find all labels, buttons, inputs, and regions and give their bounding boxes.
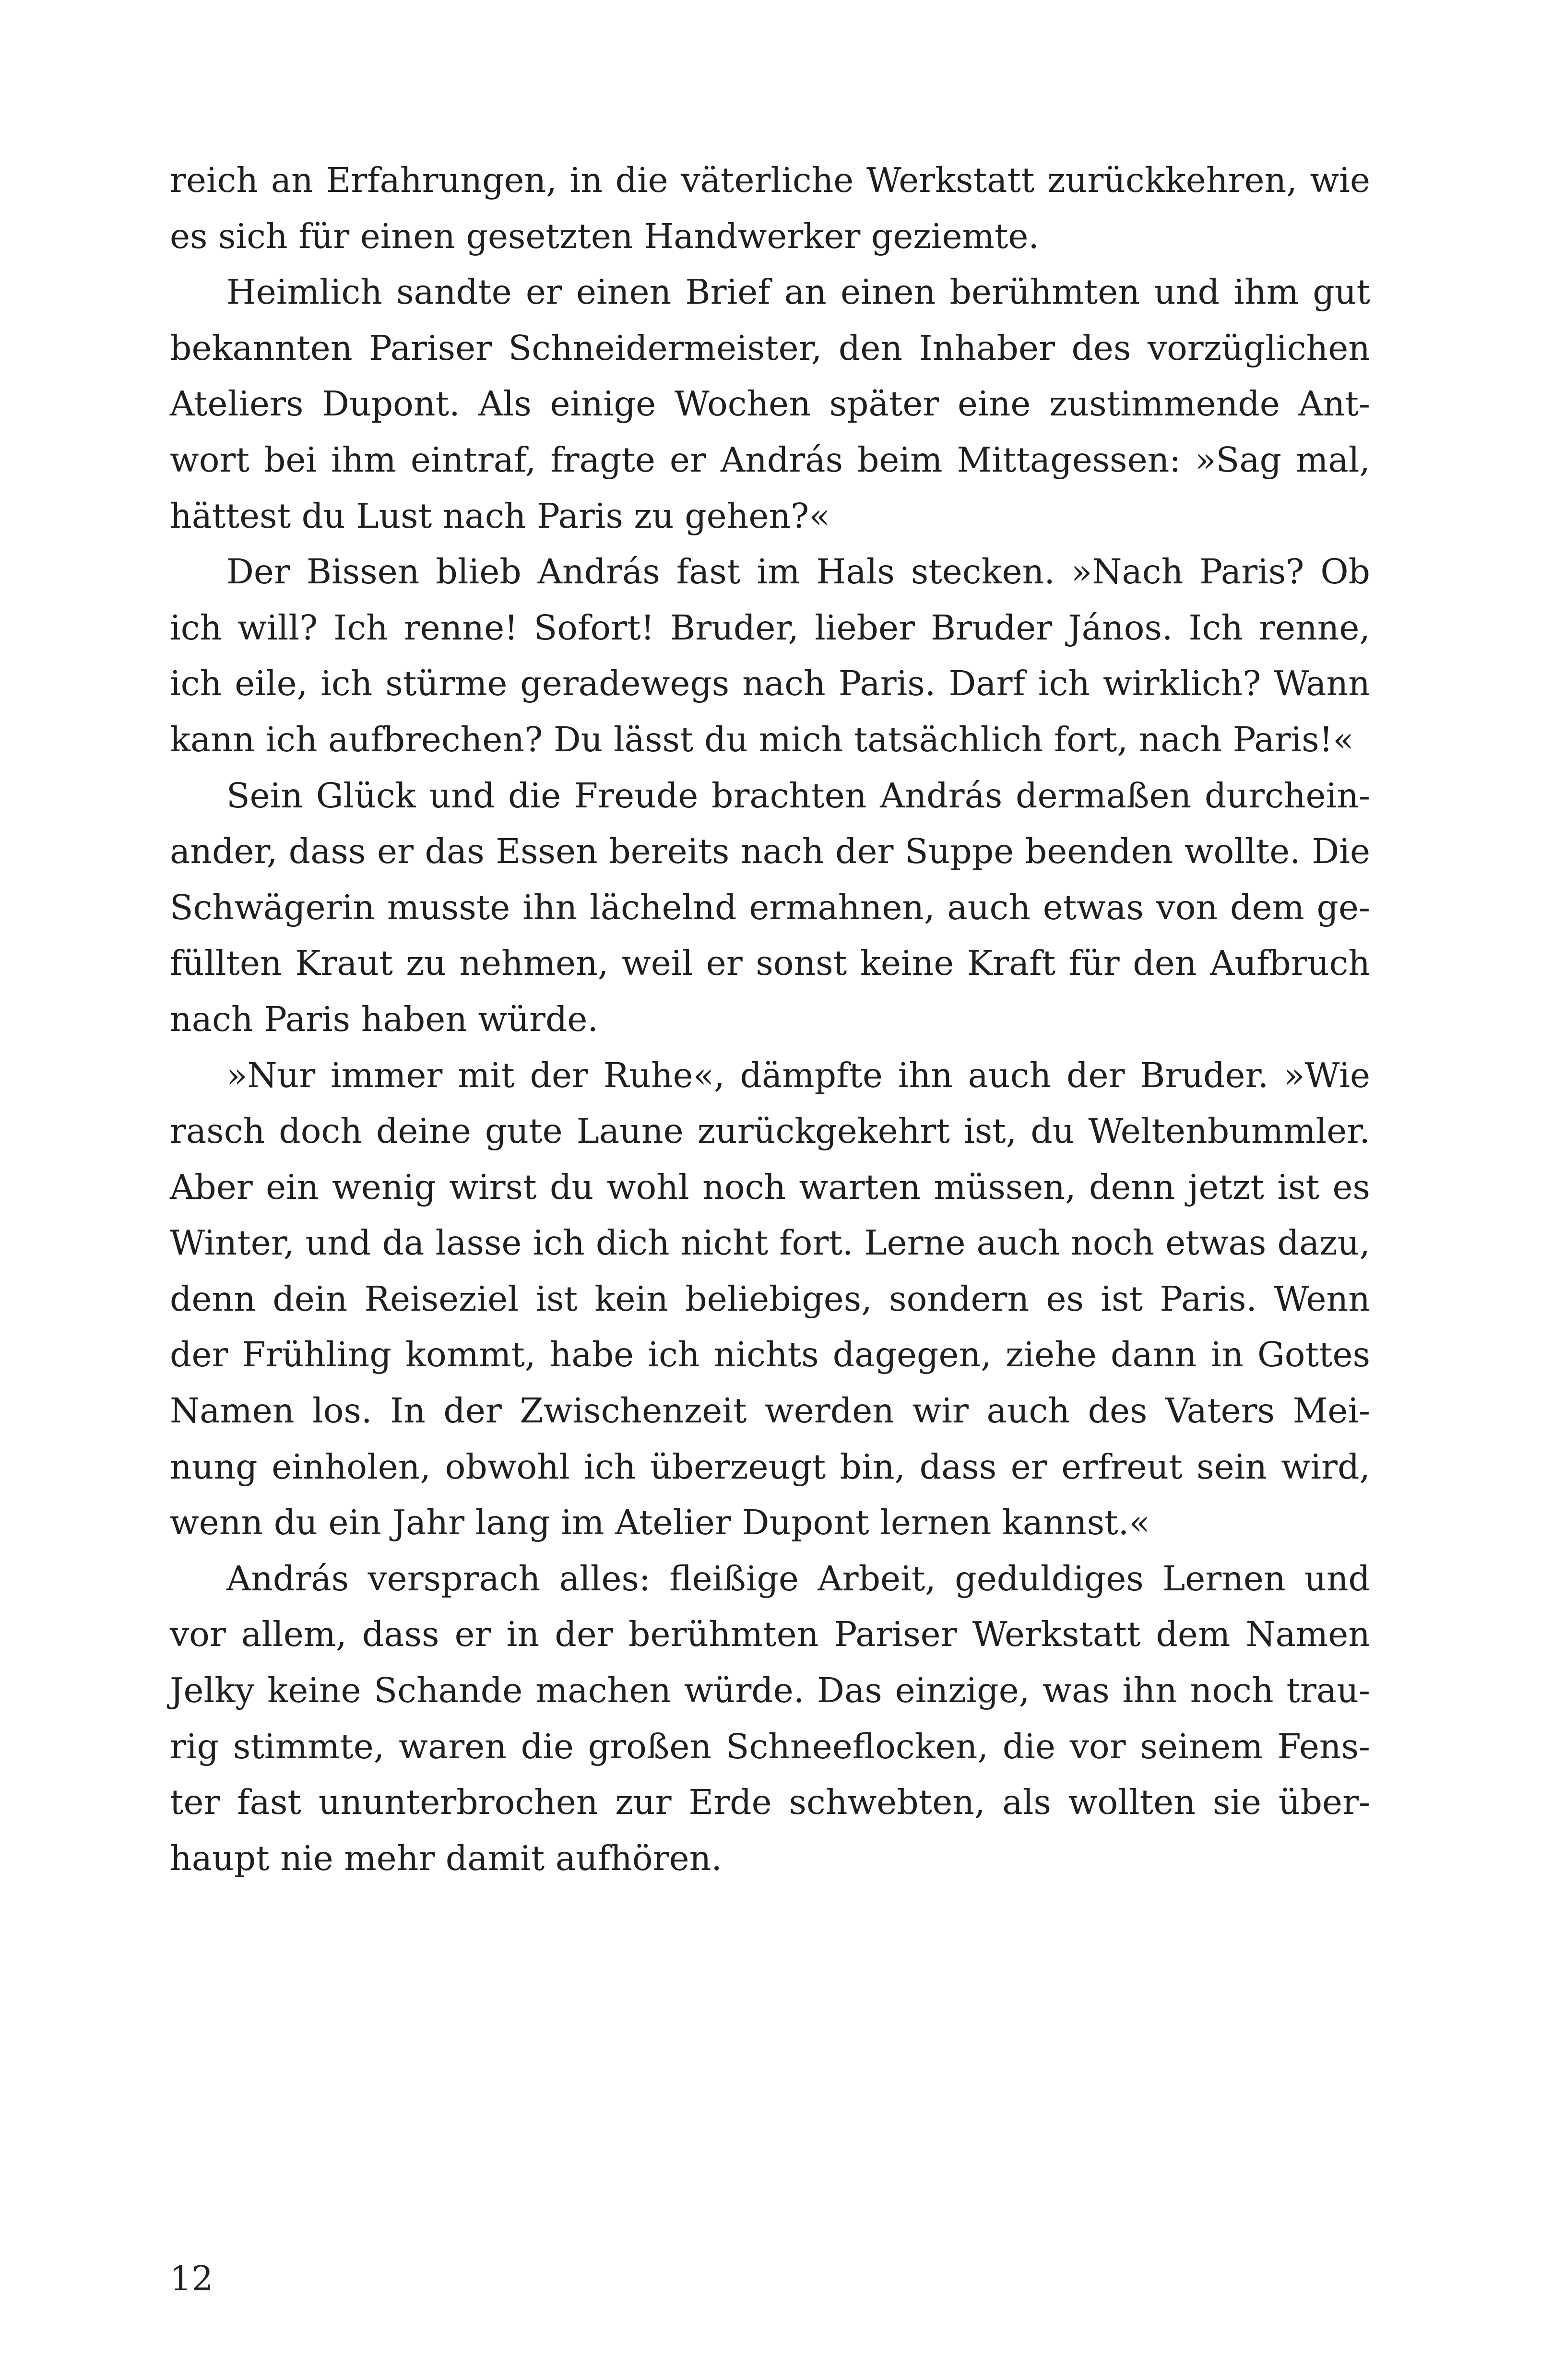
text-line: ich will? Ich renne! Sofort! Bruder, lieber Bruder János. Ich renne,: [170, 607, 1370, 648]
text-line: es sich für einen gesetzten Handwerker geziemte.: [170, 216, 1039, 256]
text-line: vor allem, dass er in der berühmten Pariser Werkstatt dem Namen: [170, 1614, 1370, 1655]
text-line: kann ich aufbrechen? Du lässt du mich tatsächlich fort, nach Paris!«: [170, 719, 1354, 759]
text-line: füllten Kraut zu nehmen, weil er sonst keine Kraft für den Aufbruch: [170, 943, 1370, 983]
text-line: rasch doch deine gute Laune zurückgekehrt ist, du Weltenbummler.: [170, 1111, 1370, 1151]
text-line: denn dein Reiseziel ist kein beliebiges, sondern es ist Paris. Wenn: [170, 1279, 1370, 1319]
text-line: wenn du ein Jahr lang im Atelier Dupont lernen kannst.«: [170, 1503, 1150, 1543]
text-line: rig stimmte, waren die großen Schneeflocken, die vor seinem Fens-: [170, 1726, 1370, 1766]
text-line: der Frühling kommt, habe ich nichts dagegen, ziehe dann in Gottes: [170, 1335, 1370, 1375]
body-text: [170, 153, 1370, 1886]
text-line: Der Bissen blieb András fast im Hals stecken. »Nach Paris? Ob: [226, 552, 1370, 592]
text-line: nung einholen, obwohl ich überzeugt bin, dass er erfreut sein wird,: [170, 1446, 1370, 1487]
text-line: Schwägerin musste ihn lächelnd ermahnen, auch etwas von dem ge-: [170, 887, 1370, 927]
text-line: Sein Glück und die Freude brachten András dermaßen durchein-: [226, 775, 1370, 816]
text-line: wort bei ihm eintraf, fragte er András beim Mittagessen: »Sag mal,: [170, 439, 1370, 480]
text-line: Namen los. In der Zwischenzeit werden wir auch des Vaters Mei-: [170, 1391, 1370, 1431]
text-line: Heimlich sandte er einen Brief an einen berühmten und ihm gut: [226, 272, 1370, 312]
text-line: Jelky keine Schande machen würde. Das einzige, was ihn noch trau-: [170, 1670, 1370, 1711]
text-line: Ateliers Dupont. Als einige Wochen später eine zustimmende Ant-: [170, 384, 1370, 424]
text-line: haupt nie mehr damit aufhören.: [170, 1838, 722, 1878]
text-line: ter fast ununterbrochen zur Erde schwebten, als wollten sie über-: [170, 1782, 1370, 1823]
text-line: nach Paris haben würde.: [170, 999, 598, 1039]
text-line: ander, dass er das Essen bereits nach der Suppe beenden wollte. Die: [170, 831, 1370, 872]
text-line: Aber ein wenig wirst du wohl noch warten müssen, denn jetzt ist es: [170, 1167, 1370, 1207]
text-line: Winter, und da lasse ich dich nicht fort. Lerne auch noch etwas dazu,: [170, 1223, 1370, 1263]
text-line: reich an Erfahrungen, in die väterliche Werkstatt zurückkehren, wie: [170, 160, 1370, 200]
text-line: ich eile, ich stürme geradewegs nach Paris. Darf ich wirklich? Wann: [170, 663, 1370, 704]
text-line: bekannten Pariser Schneidermeister, den Inhaber des vorzüglichen: [170, 328, 1370, 368]
text-line: András versprach alles: fleißige Arbeit, geduldiges Lernen und: [226, 1558, 1370, 1599]
page-number: 12: [170, 2259, 213, 2298]
text-line: »Nur immer mit der Ruhe«, dämpfte ihn auch der Bruder. »Wie: [226, 1055, 1370, 1095]
text-line: hättest du Lust nach Paris zu gehen?«: [170, 496, 830, 536]
